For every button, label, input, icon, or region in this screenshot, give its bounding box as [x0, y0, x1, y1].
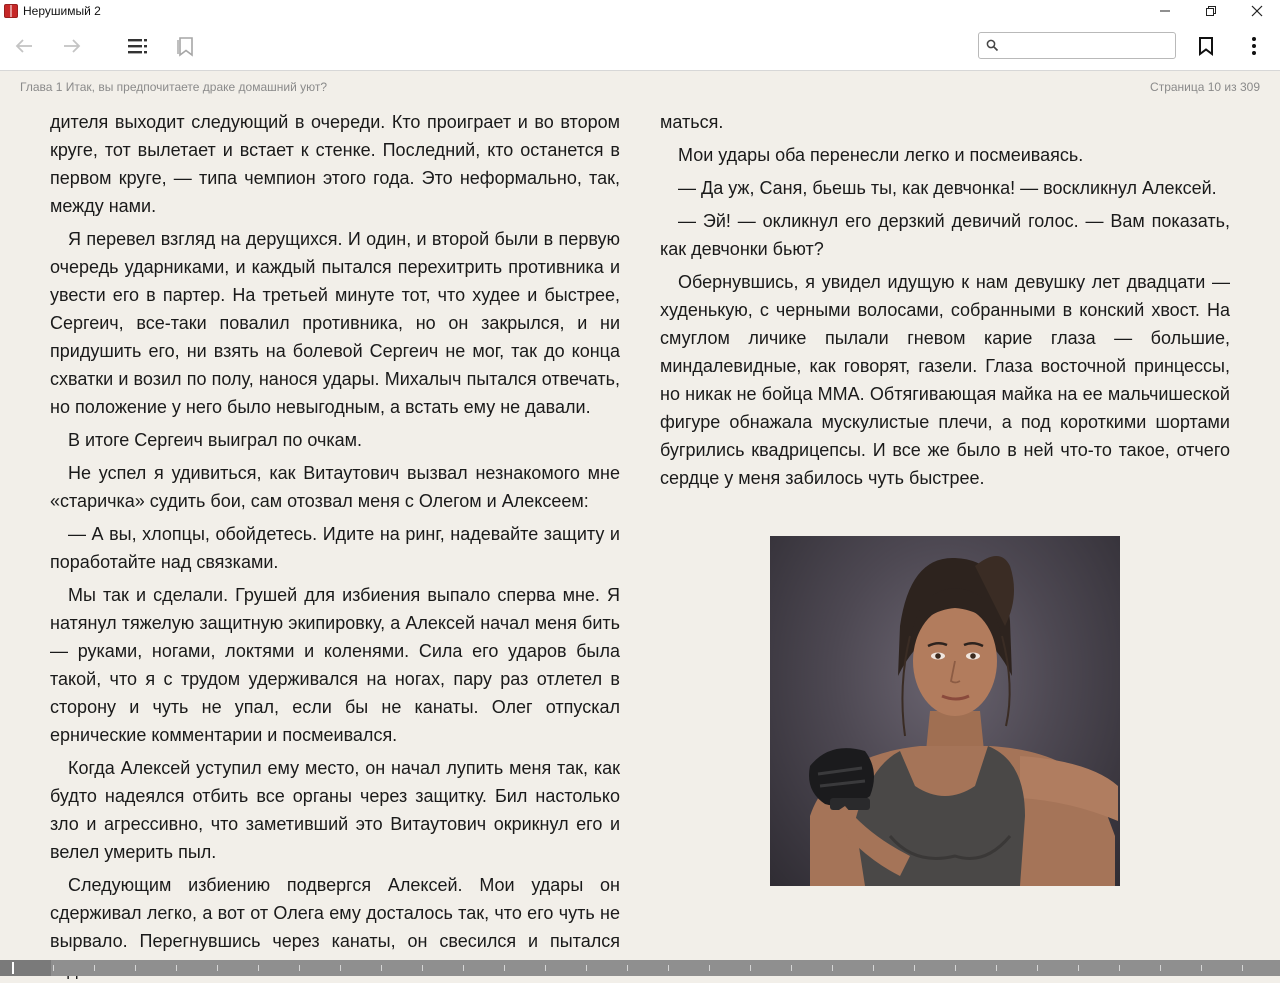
bookmark-icon [1197, 36, 1215, 56]
chapter-tick [545, 965, 546, 971]
toolbar [0, 22, 1280, 71]
chapter-tick [1160, 965, 1161, 971]
paragraph: В итоге Сергеич выиграл по очкам. [68, 430, 362, 450]
chapter-tick [1037, 965, 1038, 971]
chapter-tick [135, 965, 136, 971]
close-button[interactable] [1234, 0, 1280, 22]
chapter-tick [750, 965, 751, 971]
paragraph: Мои удары оба перенесли легко и посмеиваясь. [678, 145, 1084, 165]
bookmark-button[interactable] [1192, 32, 1220, 60]
paragraph: Мы так и сделали. Грушей для избиения выпало сперва мне. Я натянул тяжелую защитную экипировку, а Алексей начал меня бить — руками, ногами, локтями и коленями. Сила его ударов была такой, что я с трудом удерживался на ногах, пару раз отлетел в сторону и чуть не упал, если бы не канаты. Олег отпускал ернические комментарии и посмеивался. [50, 585, 620, 745]
chapter-tick [1201, 965, 1202, 971]
paragraph: Когда Алексей уступил ему место, он начал лупить меня так, как будто надеялся отбить все органы через защитку. Бил настолько зло и агрессивно, что заметивший это Витаутович окрикнул его и велел умерить пыл. [50, 758, 620, 862]
chapter-tick [463, 965, 464, 971]
chapter-tick [996, 965, 997, 971]
chapter-tick [791, 965, 792, 971]
chapter-tick [217, 965, 218, 971]
paragraph: — А вы, хлопцы, обойдетесь. Идите на ринг, надевайте защиту и поработайте над связками. [50, 524, 620, 572]
minimize-icon [1159, 5, 1171, 17]
paragraph: — Да уж, Саня, бьешь ты, как девчонка! — воскликнул Алексей. [678, 178, 1217, 198]
window-title: Нерушимый 2 [23, 4, 101, 18]
progress-fill [0, 960, 51, 976]
close-icon [1251, 5, 1263, 17]
page-left-column [50, 108, 620, 960]
paragraph: дителя выходит следующий в очереди. Кто проиграет и во втором круге, тот вылетает и встает к стенке. Последний, кто останется в первом круге, — типа чемпион этого года. Это неформально, так, между нами. [50, 112, 620, 216]
bookmarks-list-icon [175, 35, 197, 57]
chapter-tick [1242, 965, 1243, 971]
chapter-tick [340, 965, 341, 971]
chapter-tick [1119, 965, 1120, 971]
window-controls [1142, 0, 1280, 22]
paragraph: Я перевел взгляд на дерущихся. И один, и второй были в первую очередь ударниками, и каждый пытался перехитрить противника и увести его в партер. На третьей минуте тот, что худее и быстрее, Сергеич, все-таки повалил противника, но он закрылся, и ни придушить его, ни взять на болевой Сергеич не мог, так до конца схватки и возил по полу, нанося удары. Михалыч пытался отвечать, но положение у него было невыгодным, а встать ему не давали. [50, 229, 620, 417]
bookmarks-list-button[interactable] [172, 32, 200, 60]
search-field[interactable] [978, 32, 1176, 59]
contents-list-icon [127, 37, 149, 55]
chapter-tick [873, 965, 874, 971]
progress-thumb[interactable] [12, 962, 14, 974]
chapter-tick [258, 965, 259, 971]
search-icon [986, 39, 999, 52]
title-bar [0, 0, 1280, 22]
back-button[interactable] [10, 32, 38, 60]
paragraph: Не успел я удивиться, как Витаутович вызвал незнакомого мне «старичка» судить бои, сам отозвал меня с Олегом и Алексеем: [50, 463, 620, 511]
chapter-tick [176, 965, 177, 971]
more-menu-button[interactable] [1240, 32, 1268, 60]
chapter-tick [709, 965, 710, 971]
chapter-tick [94, 965, 95, 971]
forward-arrow-icon [62, 38, 82, 54]
chapter-tick [832, 965, 833, 971]
chapter-illustration [770, 536, 1120, 886]
chapter-tick [955, 965, 956, 971]
page-indicator: Страница 10 из 309 [1150, 80, 1260, 94]
search-input[interactable] [1003, 35, 1171, 56]
minimize-button[interactable] [1142, 0, 1188, 22]
forward-button[interactable] [58, 32, 86, 60]
contents-button[interactable] [124, 32, 152, 60]
chapter-tick [1078, 965, 1079, 971]
reading-progress-bar[interactable] [0, 960, 1280, 976]
chapter-tick [299, 965, 300, 971]
chapter-tick [504, 965, 505, 971]
chapter-tick [53, 965, 54, 971]
chapter-tick [422, 965, 423, 971]
paragraph: маться. [660, 112, 724, 132]
chapter-tick [586, 965, 587, 971]
back-arrow-icon [14, 38, 34, 54]
chapter-tick [668, 965, 669, 971]
fighter-portrait-image [770, 536, 1120, 886]
chapter-tick [914, 965, 915, 971]
paragraph: Обернувшись, я увидел идущую к нам девушку лет двадцати — худенькую, с черными волосами, собранными в конский хвост. На смуглом личике пылали гневом карие глаза — большие, миндалевидные, как говорят, газели. Глаза восточной принцессы, но никак не бойца ММА. Обтягивающая майка на ее мальчишеской фигуре обнажала мускулистые плечи, а под короткими шортами бугрились квадрицепсы. И все же было в ней что-то такое, отчего сердце у меня забилось чуть быстрее. [660, 272, 1230, 488]
restore-button[interactable] [1188, 0, 1234, 22]
more-vertical-icon [1251, 36, 1257, 56]
app-book-icon [4, 4, 18, 18]
paragraph: Следующим избиению подвергся Алексей. Мои удары он сдерживал легко, а вот от Олега ему досталось так, что его чуть не вырвало. Перегнувшись через канаты, он свесился и пытался [50, 875, 620, 951]
chapter-tick [627, 965, 628, 971]
chapter-title: Глава 1 Итак, вы предпочитаете драке домашний уют? [20, 80, 328, 94]
chapter-tick [381, 965, 382, 971]
paragraph: — Эй! — окликнул его дерзкий девичий голос. — Вам показать, как девчонки бьют? [660, 211, 1230, 259]
restore-icon [1205, 5, 1217, 17]
